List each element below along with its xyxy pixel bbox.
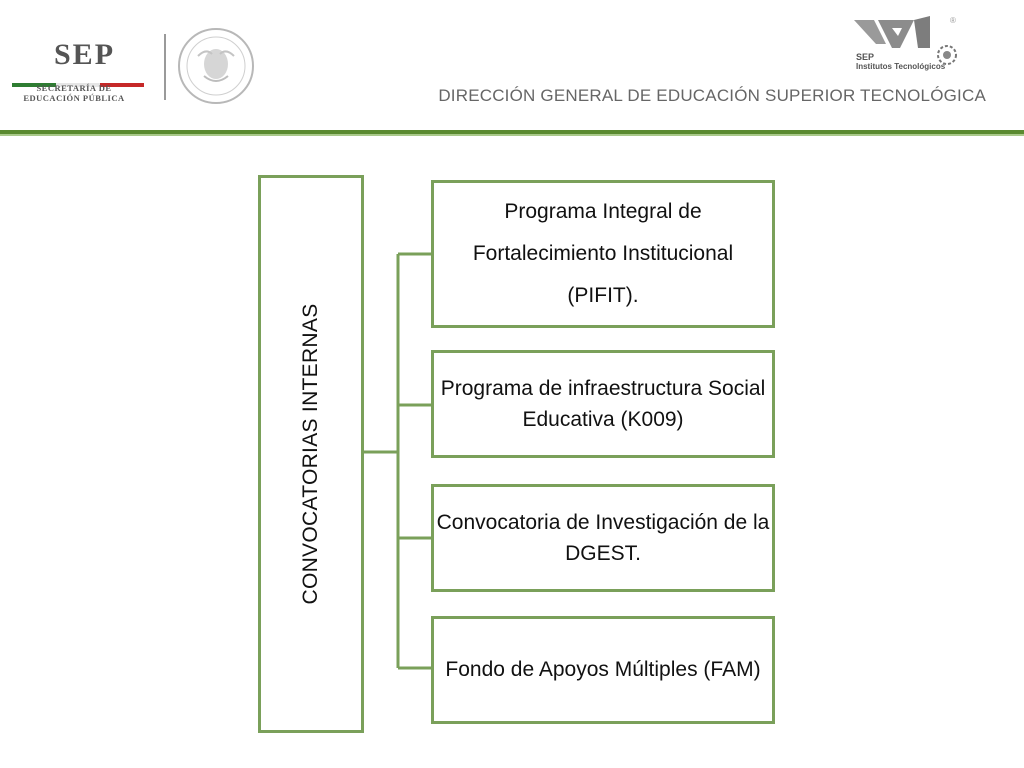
root-node xyxy=(258,175,364,733)
child-node-label: Fondo de Apoyos Múltiples (FAM) xyxy=(445,658,761,682)
sep-wordmark: SEP xyxy=(54,38,116,71)
it-logo-sep: SEP xyxy=(856,52,875,62)
child-node-investigacion xyxy=(431,484,775,592)
child-node-k009 xyxy=(431,350,775,458)
registered-mark: ® xyxy=(950,16,956,25)
child-node-label: Convocatoria de Investigación de la DGEST. xyxy=(436,510,770,565)
root-node-label: CONVOCATORIAS INTERNAS xyxy=(299,303,322,605)
child-node-label: Programa Integral de Fortalecimiento Institucional (PIFIT). xyxy=(472,200,734,307)
child-node-pifit xyxy=(431,180,775,328)
sep-subtitle-line1: SECRETARÍA DE xyxy=(36,83,112,93)
header-title: DIRECCIÓN GENERAL DE EDUCACIÓN SUPERIOR TECNOLÓGICA xyxy=(438,86,986,105)
child-node-label: Programa de infraestructura Social Educativa (K009) xyxy=(440,376,766,431)
sep-subtitle-line2: EDUCACIÓN PÚBLICA xyxy=(23,93,125,103)
it-logo-text: Institutos Tecnológicos xyxy=(856,62,946,71)
child-node-fam xyxy=(431,616,775,724)
